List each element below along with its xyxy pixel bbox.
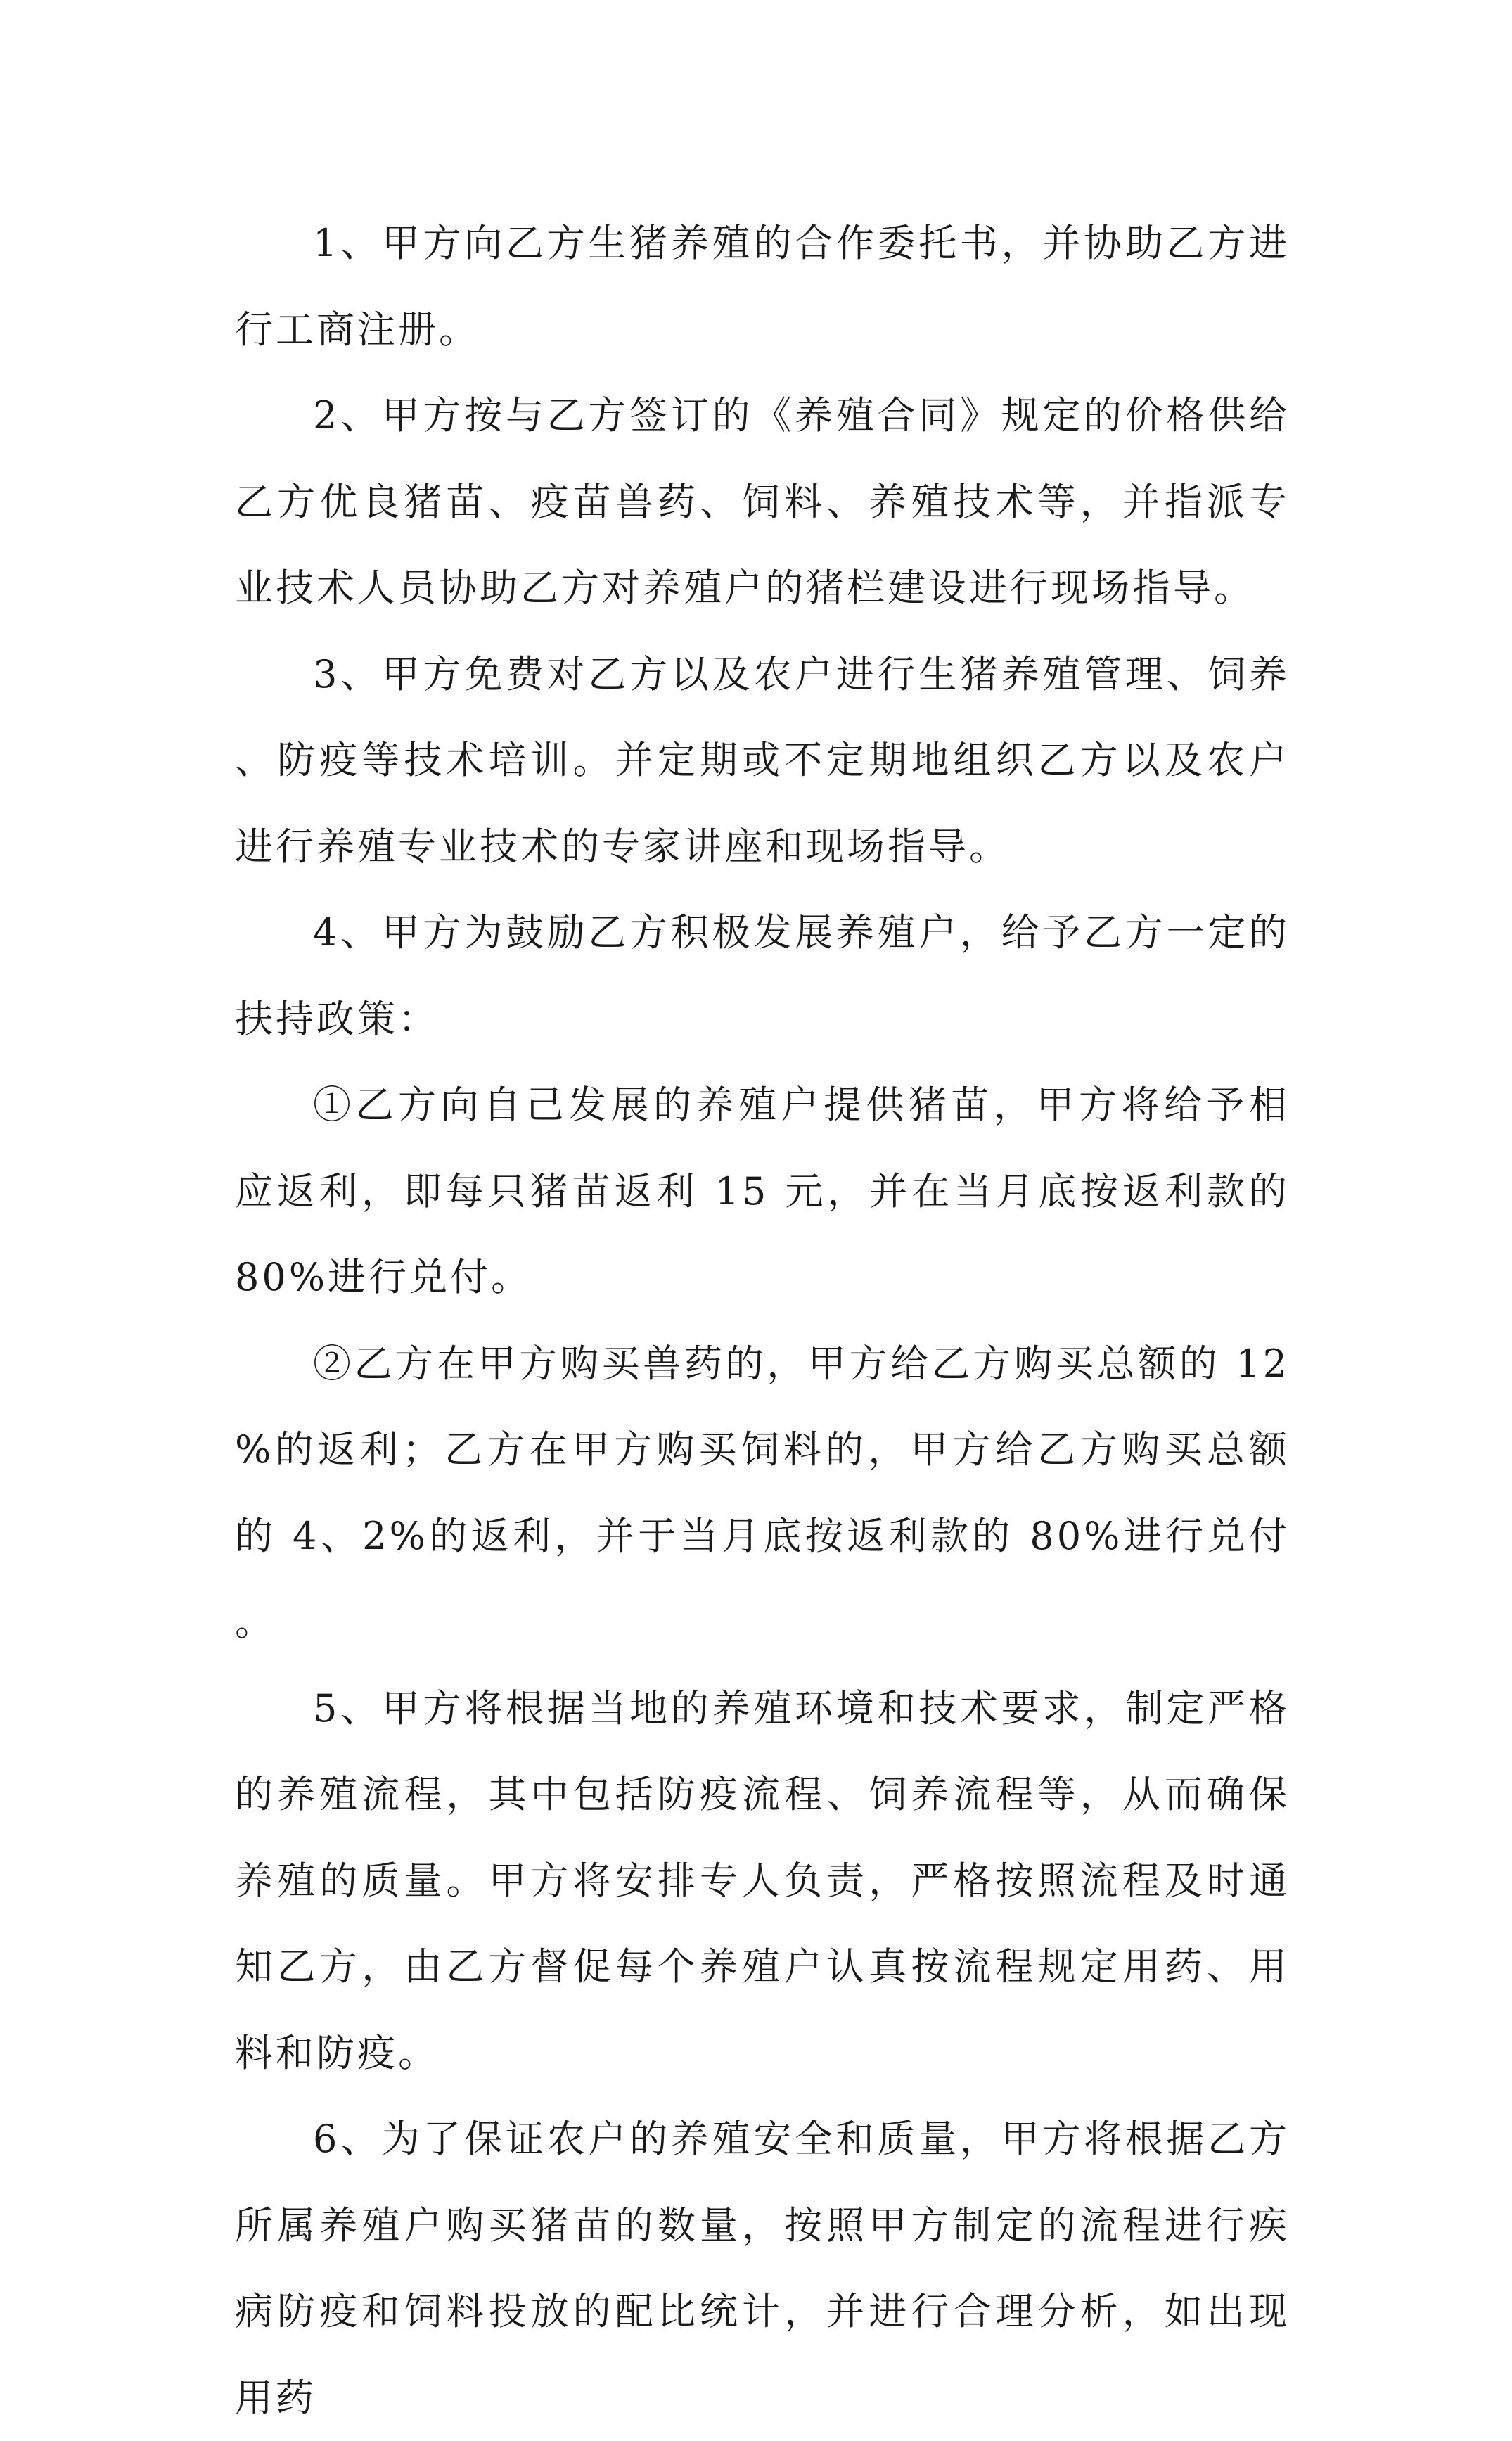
paragraph-6: 6、为了保证农户的养殖安全和质量，甲方将根据乙方所属养殖户购买猪苗的数量，按照甲方制定的流程进行疾病防疫和饲料投放的配比统计，并进行合理分析，如出现用药 (235, 2117, 1290, 2420)
paragraph-4-item-2: ②乙方在甲方购买兽药的，甲方给乙方购买总额的 12%的返利；乙方在甲方购买饲料的，甲方给乙方购买总额的 4、2%的返利，并于当月底按返利款的 80%进行兑付。 (235, 1341, 1290, 1644)
paragraph-2: 2、甲方按与乙方签订的《养殖合同》规定的价格供给乙方优良猪苗、疫苗兽药、饲料、养殖技术等，并指派专业技术人员协助乙方对养殖户的猪栏建设进行现场指导。 (235, 393, 1290, 610)
paragraph-5: 5、甲方将根据当地的养殖环境和技术要求，制定严格的养殖流程，其中包括防疫流程、饲养流程等，从而确保养殖的质量。甲方将安排专人负责，严格按照流程及时通知乙方，由乙方督促每个养殖户认真按流程规定用药、用料和防疫。 (235, 1685, 1290, 2075)
paragraph-4-item-1: ①乙方向自己发展的养殖户提供猪苗，甲方将给予相应返利，即每只猪苗返利 15 元，并在当月底按返利款的 80%进行兑付。 (235, 1083, 1290, 1299)
paragraph-3: 3、甲方免费对乙方以及农户进行生猪养殖管理、饲养、防疫等技术培训。并定期或不定期地组织乙方以及农户进行养殖专业技术的专家讲座和现场指导。 (235, 651, 1290, 869)
paragraph-4: 4、甲方为鼓励乙方积极发展养殖户，给予乙方一定的扶持政策： (235, 910, 1290, 1041)
document-body (235, 200, 1290, 2441)
paragraph-1: 1、甲方向乙方生猪养殖的合作委托书，并协助乙方进行工商注册。 (235, 221, 1290, 352)
